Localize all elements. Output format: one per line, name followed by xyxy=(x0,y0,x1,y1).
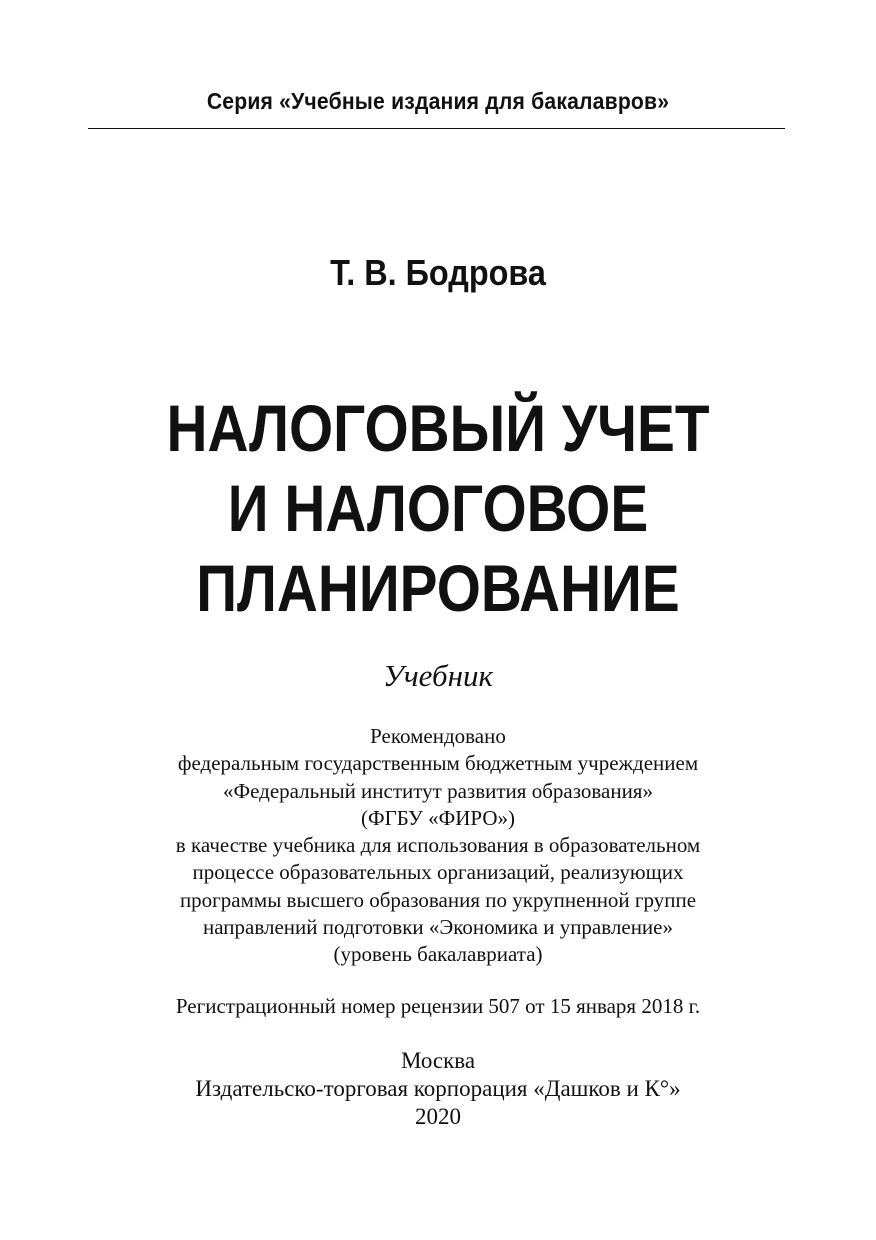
recommendation-line: в качестве учебника для использования в образовательном xyxy=(175,833,701,858)
document-type: Учебник xyxy=(383,658,493,693)
imprint-year: 2020 xyxy=(415,1104,461,1129)
recommendation-text xyxy=(0,723,876,969)
recommendation-line: Рекомендовано xyxy=(370,724,506,748)
header-divider xyxy=(88,128,785,129)
imprint-publisher: Издательско-торговая корпорация «Дашков и К°» xyxy=(195,1076,681,1101)
book-title-line: ПЛАНИРОВАНИЕ xyxy=(196,551,680,625)
imprint-city: Москва xyxy=(400,1048,476,1073)
book-title xyxy=(61,388,814,628)
recommendation-line: «Федеральный институт развития образования» xyxy=(223,778,653,803)
author-name: Т. В. Бодрова xyxy=(330,252,546,293)
recommendation-line: направлений подготовки «Экономика и управление» xyxy=(203,915,673,940)
book-title-line: НАЛОГОВЫЙ УЧЕТ xyxy=(166,391,710,465)
series-title: Серия «Учебные издания для бакалавров» xyxy=(206,88,670,114)
recommendation-line: процессе образовательных организаций, реализующих xyxy=(192,860,684,885)
recommendation-line: (уровень бакалавриата) xyxy=(333,942,543,967)
recommendation-line: программы высшего образования по укрупненной группе xyxy=(179,887,697,912)
recommendation-line: федеральным государственным бюджетным учреждением xyxy=(177,751,699,776)
recommendation-line: (ФГБУ «ФИРО») xyxy=(360,805,515,830)
imprint xyxy=(0,1047,876,1131)
registration-number: Регистрационный номер рецензии 507 от 15 января 2018 г. xyxy=(175,994,701,1018)
book-title-line: И НАЛОГОВОЕ xyxy=(227,471,649,545)
